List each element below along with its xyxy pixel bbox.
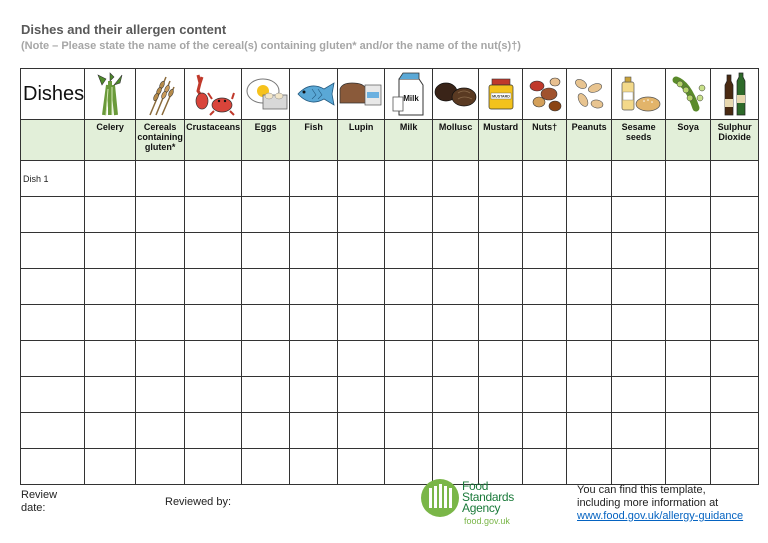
allergen-cell[interactable] (290, 341, 338, 377)
allergen-cell[interactable] (385, 233, 433, 269)
celery-icon-cell (85, 69, 136, 120)
allergen-cell[interactable] (385, 341, 433, 377)
allergen-cell[interactable] (711, 449, 759, 485)
dish-name-cell[interactable] (21, 377, 85, 413)
allergen-cell[interactable] (136, 305, 185, 341)
fish-icon-cell (290, 69, 338, 120)
lupin-icon (338, 79, 384, 109)
fsa-logo-text (462, 481, 514, 514)
label-blank (21, 120, 85, 161)
allergen-cell[interactable] (711, 233, 759, 269)
allergen-cell[interactable] (136, 161, 185, 197)
allergen-cell[interactable] (385, 377, 433, 413)
icon-row (21, 69, 759, 120)
soya-icon (668, 74, 708, 114)
allergen-cell[interactable] (242, 197, 290, 233)
allergen-cell[interactable] (433, 413, 479, 449)
allergen-cell[interactable] (136, 377, 185, 413)
allergen-cell[interactable] (567, 197, 612, 233)
allergen-cell[interactable] (85, 377, 136, 413)
dish-name-cell[interactable]: Dish 1 (21, 161, 85, 197)
allergen-cell[interactable] (479, 269, 523, 305)
allergen-cell[interactable] (338, 161, 385, 197)
allergen-cell[interactable] (433, 305, 479, 341)
allergen-cell[interactable] (567, 269, 612, 305)
allergen-cell[interactable] (666, 305, 711, 341)
allergen-cell[interactable] (711, 341, 759, 377)
allergen-cell[interactable] (433, 197, 479, 233)
wine-bottle-icon (715, 71, 755, 117)
allergen-cell[interactable] (185, 413, 242, 449)
egg-icon (243, 71, 289, 117)
allergen-label: Sesame seeds (612, 120, 666, 161)
celery-icon (90, 71, 130, 117)
allergen-cell[interactable] (290, 197, 338, 233)
allergen-cell[interactable] (85, 269, 136, 305)
allergen-label: Soya (666, 120, 711, 161)
sesame-icon-cell (612, 69, 666, 120)
allergen-cell[interactable] (185, 449, 242, 485)
allergen-cell[interactable] (185, 269, 242, 305)
dish-name-cell[interactable] (21, 413, 85, 449)
allergen-cell[interactable] (711, 161, 759, 197)
allergen-cell[interactable] (385, 161, 433, 197)
dish-name-cell[interactable] (21, 197, 85, 233)
mollusc-icon-cell (433, 69, 479, 120)
allergen-label: Lupin (338, 120, 385, 161)
allergen-label: Nuts† (523, 120, 567, 161)
allergen-cell[interactable] (85, 305, 136, 341)
allergen-cell[interactable] (338, 449, 385, 485)
allergen-label: Celery (85, 120, 136, 161)
allergen-cell[interactable] (523, 341, 567, 377)
allergen-cell[interactable] (385, 197, 433, 233)
allergen-label: Sulphur Dioxide (711, 120, 759, 161)
egg-icon-cell (242, 69, 290, 120)
fsa-logo-line: Agency (462, 501, 501, 515)
allergen-cell[interactable] (666, 269, 711, 305)
template-info-line: including more information at (577, 497, 719, 509)
allergen-cell[interactable] (612, 377, 666, 413)
crab-icon (190, 71, 236, 117)
allergen-cell[interactable] (523, 269, 567, 305)
allergen-cell[interactable] (85, 413, 136, 449)
allergen-cell[interactable] (85, 233, 136, 269)
table-row (21, 341, 759, 377)
allergen-cell[interactable] (479, 233, 523, 269)
allergen-cell[interactable] (242, 377, 290, 413)
allergen-cell[interactable] (433, 233, 479, 269)
allergen-cell[interactable] (338, 413, 385, 449)
allergen-cell[interactable] (290, 377, 338, 413)
sesame-icon (616, 74, 662, 114)
template-info-line: You can find this template, (577, 484, 706, 496)
allergen-cell[interactable] (567, 305, 612, 341)
allergen-cell[interactable] (711, 197, 759, 233)
allergen-label: Peanuts (567, 120, 612, 161)
allergen-cell[interactable] (242, 449, 290, 485)
allergen-cell[interactable] (433, 341, 479, 377)
allergen-cell[interactable] (523, 197, 567, 233)
allergen-cell[interactable] (338, 197, 385, 233)
allergen-cell[interactable] (567, 449, 612, 485)
table-row (21, 197, 759, 233)
allergen-cell[interactable] (136, 197, 185, 233)
allergen-cell[interactable] (385, 305, 433, 341)
table-row (21, 413, 759, 449)
allergen-cell[interactable] (185, 305, 242, 341)
allergen-cell[interactable] (567, 233, 612, 269)
allergen-cell[interactable] (242, 233, 290, 269)
allergen-cell[interactable] (567, 161, 612, 197)
milk-icon (389, 71, 429, 117)
allergen-cell[interactable] (290, 449, 338, 485)
allergen-cell[interactable] (666, 197, 711, 233)
peanut-icon (569, 74, 609, 114)
mustard-icon-cell (479, 69, 523, 120)
allergen-cell[interactable] (612, 413, 666, 449)
peanut-icon-cell (567, 69, 612, 120)
allergen-label: Eggs (242, 120, 290, 161)
fsa-logo-icon (420, 478, 460, 518)
allergen-cell[interactable] (338, 341, 385, 377)
sulphur-icon-cell (711, 69, 759, 120)
allergen-cell[interactable] (385, 413, 433, 449)
allergen-cell[interactable] (136, 269, 185, 305)
allergen-cell[interactable] (612, 197, 666, 233)
allergen-cell[interactable] (523, 233, 567, 269)
table-row (21, 305, 759, 341)
allergen-cell[interactable] (185, 341, 242, 377)
allergen-cell[interactable] (567, 377, 612, 413)
allergen-cell[interactable] (567, 341, 612, 377)
dish-name-cell[interactable] (21, 341, 85, 377)
allergen-cell[interactable] (479, 197, 523, 233)
table-row (21, 233, 759, 269)
allergen-cell[interactable] (242, 341, 290, 377)
allergen-cell[interactable] (85, 449, 136, 485)
allergen-cell[interactable] (136, 341, 185, 377)
allergen-label: Milk (385, 120, 433, 161)
mollusc-icon (434, 79, 478, 109)
allergen-cell[interactable] (666, 341, 711, 377)
allergen-label: Fish (290, 120, 338, 161)
allergen-cell[interactable] (523, 413, 567, 449)
fish-icon (292, 79, 336, 109)
allergen-cell[interactable] (185, 197, 242, 233)
dish-name-cell[interactable] (21, 305, 85, 341)
allergen-cell[interactable] (612, 341, 666, 377)
allergen-cell[interactable] (612, 161, 666, 197)
table-row (21, 269, 759, 305)
dish-rows (21, 161, 759, 485)
allergen-cell[interactable] (612, 305, 666, 341)
allergen-label: Mollusc (433, 120, 479, 161)
review-date-label: Review date: (21, 489, 58, 514)
milk-icon-cell (385, 69, 433, 120)
wheat-icon (140, 71, 180, 117)
allergy-guidance-link[interactable]: www.food.gov.uk/allergy-guidance (577, 510, 744, 522)
allergen-cell[interactable] (433, 269, 479, 305)
allergen-cell[interactable] (85, 341, 136, 377)
allergen-cell[interactable] (666, 449, 711, 485)
fsa-logo-line: Standards (462, 490, 515, 504)
allergen-cell[interactable] (711, 305, 759, 341)
nuts-icon-cell (523, 69, 567, 120)
soya-icon-cell (666, 69, 711, 120)
allergen-cell[interactable] (666, 377, 711, 413)
allergen-cell[interactable] (136, 413, 185, 449)
allergen-cell[interactable] (185, 161, 242, 197)
allergen-cell[interactable] (433, 161, 479, 197)
allergen-cell[interactable] (242, 269, 290, 305)
allergen-cell[interactable] (479, 377, 523, 413)
allergen-cell[interactable] (136, 233, 185, 269)
allergen-cell[interactable] (666, 161, 711, 197)
wheat-icon-cell (136, 69, 185, 120)
allergen-cell[interactable] (523, 449, 567, 485)
allergen-cell[interactable] (479, 341, 523, 377)
allergen-cell[interactable] (666, 413, 711, 449)
dish-name-cell[interactable] (21, 269, 85, 305)
dish-name-cell[interactable] (21, 233, 85, 269)
allergen-cell[interactable] (290, 269, 338, 305)
allergen-cell[interactable] (185, 377, 242, 413)
allergen-cell[interactable] (290, 413, 338, 449)
table-row (21, 161, 759, 197)
allergen-cell[interactable] (612, 233, 666, 269)
allergen-cell[interactable] (479, 413, 523, 449)
table-row (21, 377, 759, 413)
template-info (577, 484, 743, 523)
dishes-header: Dishes (21, 69, 85, 120)
allergen-cell[interactable] (85, 197, 136, 233)
allergen-cell[interactable] (85, 161, 136, 197)
allergen-label: Crustaceans (185, 120, 242, 161)
allergen-cell[interactable] (711, 377, 759, 413)
allergen-cell[interactable] (479, 161, 523, 197)
allergen-cell[interactable] (523, 377, 567, 413)
allergen-cell[interactable] (242, 161, 290, 197)
allergen-cell[interactable] (523, 161, 567, 197)
allergen-cell[interactable] (523, 305, 567, 341)
allergen-cell[interactable] (290, 233, 338, 269)
page-note: (Note – Please state the name of the cereal(s) containing gluten* and/or the name of the nut(s)†) (21, 40, 521, 52)
allergen-cell[interactable] (290, 161, 338, 197)
fsa-logo-url: food.gov.uk (464, 516, 510, 526)
mustard-icon (484, 77, 518, 111)
allergen-cell[interactable] (290, 305, 338, 341)
allergen-label: Cereals containing gluten* (136, 120, 185, 161)
nuts-icon (525, 74, 565, 114)
allergen-label: Mustard (479, 120, 523, 161)
crab-icon-cell (185, 69, 242, 120)
allergen-cell[interactable] (242, 305, 290, 341)
table-row (21, 449, 759, 485)
lupin-icon-cell (338, 69, 385, 120)
allergen-cell[interactable] (711, 413, 759, 449)
fsa-logo-line: Food (462, 479, 489, 493)
allergen-cell[interactable] (385, 269, 433, 305)
allergen-cell[interactable] (242, 413, 290, 449)
allergen-cell[interactable] (338, 377, 385, 413)
dish-name-cell[interactable] (21, 449, 85, 485)
allergen-cell[interactable] (338, 305, 385, 341)
milk-icon-text: Milk (402, 94, 419, 103)
allergen-cell[interactable] (612, 269, 666, 305)
allergen-label-row (21, 120, 759, 161)
mustard-icon-text: MUSTARD (491, 94, 510, 99)
allergen-table (20, 68, 759, 485)
allergen-cell[interactable] (185, 233, 242, 269)
page-title: Dishes and their allergen content (21, 22, 227, 37)
allergen-cell[interactable] (711, 269, 759, 305)
allergen-cell[interactable] (479, 305, 523, 341)
allergen-cell[interactable] (338, 233, 385, 269)
reviewed-by-label: Reviewed by: (165, 496, 232, 508)
allergen-cell[interactable] (612, 449, 666, 485)
allergen-cell[interactable] (567, 413, 612, 449)
allergen-cell[interactable] (433, 377, 479, 413)
allergen-cell[interactable] (338, 269, 385, 305)
allergen-cell[interactable] (136, 449, 185, 485)
allergen-cell[interactable] (666, 233, 711, 269)
